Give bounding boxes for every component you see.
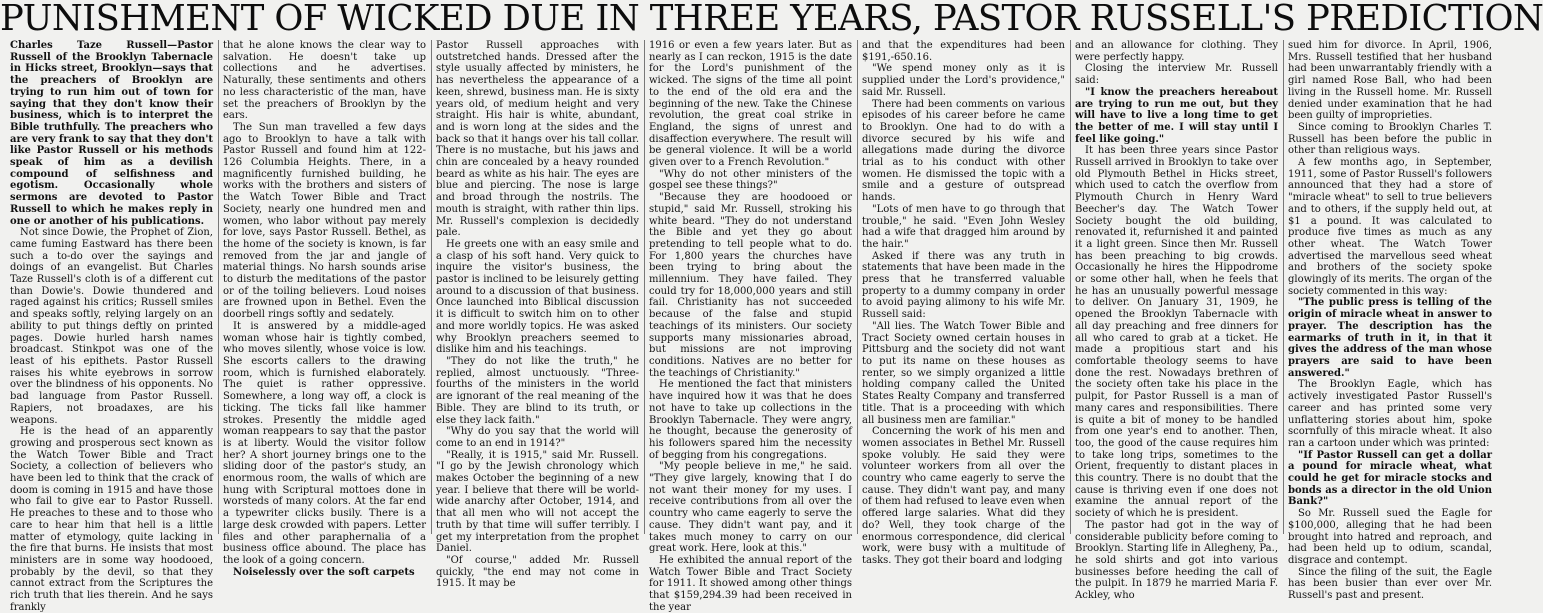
paragraph: and an allowance for clothing. They were perfectly happy. (1075, 40, 1278, 63)
paragraph: He exhibited the annual report of the Watch Tower Bible and Tract Society for 1911. It showed among other things that $159,294.39 had been received in the year (649, 554, 852, 613)
paragraph: that he alone knows the clear way to salvation. He doesn't take up collections and he advertises. Naturally, these sentiments and others no less characteristic of the man, have set the preachers of Brooklyn by the ears. (223, 40, 426, 122)
paragraph: Noiselessly over the soft carpets (233, 566, 415, 578)
paragraph: "They do not like the truth," he replied, almost unctuously. "Three-fourths of the ministers in the world are ignorant of the real meaning of the Bible. They are blind to its truth, or else they lack faith." (436, 355, 639, 426)
column-1 (6, 40, 219, 613)
paragraph: Since coming to Brooklyn Charles T. Russell has been before the public in other than religious ways. (1288, 121, 1492, 157)
paragraph: "All lies. The Watch Tower Bible and Tract Society owned certain houses in Pittsburg and the society did not want to put its name on these houses as renter, so we simply organized a little holding company called the United States Realty Company and transferred title. That is a proceeding with which all business men are familiar." (862, 320, 1065, 426)
paragraph: He is the head of an apparently growing and prosperous sect known as the Watch Tower Bible and Tract Society, a collection of believers who have been led to think that the crack of doom is coming in 1915 and have those who fail to give ear to Pastor Russell. He preaches to these and to those who care to hear him that hell is a little matter of etymology, quite lacking in the fire that burns. He insists that most ministers are in some way hoodooed, probably by the devil, so that they cannot extract from the Scriptures the rich truth that lies therein. And he says frankly (10, 426, 213, 613)
column-4 (645, 40, 858, 613)
paragraph: "If Pastor Russell can get a dollar a pound for miracle wheat, what could he get for miracle stocks and bonds as a director in the old Union Bank?" (1288, 449, 1492, 508)
paragraph: So Mr. Russell sued the Eagle for $100,000, alleging that he had been brought into hatred and reproach, and had been held up to odium, scandal, disgrace and contempt. (1288, 508, 1492, 566)
paragraph: "Why do not other ministers of the gospel see these things?" (649, 168, 852, 192)
paragraph: "The public press is telling of the origin of miracle wheat in answer to prayer. The description has the earmarks of truth in it, in that it gives the address of the man whose prayers are said to have been answered." (1288, 297, 1492, 379)
paragraph: There had been comments on various episodes of his career before he came to Brooklyn. One had to do with a divorce secured by his wife and allegations made during the divorce trial as to his conduct with other women. He dismissed the topic with a smile and a gesture of outspread hands. (862, 98, 1065, 204)
paragraph: Charles Taze Russell—Pastor Russell of the Brooklyn Tabernacle in Hicks street, Brooklyn—says that the preachers of Brooklyn are trying to run him out of town for saying that they don't know their business, which is to interpret the Bible truthfully. The preachers who are very frank to say that they don't like Pastor Russell or his methods speak of him as a devilish compound of selfishness and egotism. Occasionally whole sermons are devoted to Pastor Russell to which he makes reply in one or another of his publications. (10, 40, 213, 227)
paragraph: He greets one with an easy smile and a clasp of his soft hand. Very quick to inquire the visitor's business, the pastor is inclined to be leisurely getting around to a discussion of that business. Once launched into Biblical discussion it is difficult to switch him on to other and more worldly topics. He was asked why Brooklyn preachers seemed to dislike him and his teachings. (436, 238, 639, 356)
paragraph: Asked if there was any truth in statements that have been made in the press that he transferred valuable property to a dummy company in order to avoid paying alimony to his wife Mr. Russell said: (862, 250, 1065, 321)
paragraph: The pastor had got in the way of considerable publicity before coming to Brooklyn. Starting life in Allegheny, Pa., he sold shirts and got into various businesses before heeding the call of the pulpit. In 1879 he married Maria F. Ackley, who (1075, 519, 1278, 602)
paragraph: "I know the preachers hereabout are trying to run me out, but they will have to live a long time to get the better of me. I will stay until I feel like going." (1075, 86, 1278, 145)
paragraph: 1916 or even a few years later. But as nearly as I can reckon, 1915 is the date for the Lord's punishment of the wicked. The signs of the time all point to the end of the old era and the beginning of the new. Take the Chinese revolution, the great coal strike in England, the signs of unrest and disaffection everywhere. The result will be general violence. It will be a world given over to a French Revolution." (649, 40, 852, 169)
paragraph: and that the expenditures had been $191,-650.16. (862, 40, 1065, 63)
paragraph: Concerning the work of his men and women associates in Bethel Mr. Russell spoke volubly. He said they were volunteer workers from all over the country who came eagerly to serve the cause. They didn't want pay, and many of them had refused to leave even when offered large salaries. What did they do? Well, they took charge of the enormous correspondence, did clerical work, were busy with a multitude of tasks. They got their board and lodging (862, 426, 1065, 566)
paragraph: "Why do you say that the world will come to an end in 1914?" (436, 426, 639, 449)
column-6 (1071, 40, 1284, 602)
paragraph: The Brooklyn Eagle, which has actively investigated Pastor Russell's career and has printed some very unflattering stories about him, spoke scornfully of this miracle wheat. It also ran a cartoon under which was printed: (1288, 379, 1492, 449)
paragraph: "Lots of men have to go through that trouble," he said. "Even John Wesley had a wife that dragged him around by the hair." (862, 203, 1065, 250)
paragraph: He mentioned the fact that ministers have inquired how it was that he does not have to take up collections in the Brooklyn Tabernacle. They were angry, he thought, because the generosity of his followers spared him the necessity of begging from his congregations. (649, 379, 852, 461)
paragraph: "We spend money only as it is supplied under the Lord's providence," said Mr. Russell. (862, 63, 1065, 98)
paragraph: Since the filing of the suit, the Eagle has been busier than ever over Mr. Russell's past and present. (1288, 566, 1492, 602)
paragraph: A few months ago, in September, 1911, some of Pastor Russell's followers announced that they had a store of "miracle wheat" to sell to true believers and to others, if the supply held out, at $1 a pound. It was calculated to produce five times as much as any other wheat. The Watch Tower advertised the marvellous seed wheat and brothers of the society spoke glowingly of its merits. The organ of the society commented in this way: (1288, 157, 1492, 297)
headline: PUNISHMENT OF WICKED DUE IN THREE YEARS, PASTOR RUSSELL'S PREDICTION (0, 0, 1543, 39)
column-5 (858, 40, 1071, 566)
paragraph: sued him for divorce. In April, 1906, Mrs. Russell testified that her husband had been unwarrantably friendly with a girl named Rose Ball, who had been living in the Russell home. Mr. Russell denied under examination that he had been guilty of improprieties. (1288, 40, 1492, 122)
paragraph: Not since Dowie, the Prophet of Zion, came fuming Eastward has there been such a to-do over the sayings and doings of an evangelist. But Charles Taze Russell's cloth is of a different cut than Dowie's. Dowie thundered and raged against his critics; Russell smiles and speaks softly, relying largely on an ability to put things deftly on printed pages. Dowie hurled harsh names broadcast. Stinkpot was one of the least of his epithets. Pastor Russell raises his white eyebrows in sorrow over the blindness of his opponents. No bad language from Pastor Russell. Rapiers, not broadaxes, are his weapons. (10, 227, 213, 426)
paragraph: "Of course," added Mr. Russell quickly, "the end may not come in 1915. It may be (436, 554, 639, 590)
paragraph: Closing the interview Mr. Russell said: (1075, 63, 1278, 87)
paragraph: It is answered by a middle-aged woman whose hair is tightly combed, who moves silently, whose voice is low. She escorts callers to the drawing room, which is furnished elaborately. The quiet is rather oppressive. Somewhere, a long way off, a clock is ticking. The ticks fall like hammer strokes. Presently the middle aged woman reappears to say that the pastor is at liberty. Would the visitor follow her? A short journey brings one to the sliding door of the pastor's study, an enormous room, the walls of which are hung with Scriptural mottoes done in worsteds of many colors. At the far end a typewriter clicks busily. There is a large desk crowded with papers. Letter files and other paraphernalia of a business office abound. The place has the look of a going concern. (223, 320, 426, 566)
paragraph: "Because they are hoodooed or stupid," said Mr. Russell, stroking his white beard. "They do not understand the Bible and yet they go about pretending to tell people what to do. For 1,800 years the churches have been trying to bring about the millennium. They have failed. They could try for 18,000,000 years and still fail. Christianity has not succeeded because of the false and stupid teachings of its ministers. Our society supports many missionaries abroad, but missions are not improving conditions. Natives are no better for the teachings of Christianity." (649, 192, 852, 379)
paragraph: The Sun man travelled a few days ago to Brooklyn to have a talk with Pastor Russell and found him at 122-126 Columbia Heights. There, in a magnificently furnished building, he works with the brothers and sisters of the Watch Tower Bible and Tract Society, nearly one hundred men and women, who labor without pay merely for love, says Pastor Russell. Bethel, as the home of the society is known, is far removed from the jar and jangle of material things. No harsh sounds arise to disturb the meditations of the pastor or of the toiling believers. Loud noises are frowned upon in Bethel. Even the doorbell rings softly and sedately. (223, 121, 426, 321)
paragraph: "Really, it is 1915," said Mr. Russell. "I go by the Jewish chronology which makes October the beginning of a new year. I believe that there will be world-wide anarchy after October, 1914, and that all men who will not accept the truth by that time will suffer terribly. I get my interpretation from the prophet Daniel. (436, 449, 639, 555)
column-2 (219, 40, 432, 578)
paragraph: It has been three years since Pastor Russell arrived in Brooklyn to take over old Plymouth Bethel in Hicks street, which used to catch the overflow from Plymouth Church in Henry Ward Beecher's day. The Watch Tower Society bought the old building, renovated it, refurnished it and painted it a light green. Since then Mr. Russell has been preaching to big crowds. Occasionally he hires the Hippodrome or some other hall, when he feels that he has an unusually powerful message to deliver. On January 31, 1909, he opened the Brooklyn Tabernacle with all day preaching and free dinners for all who cared to grab at a ticket. He made a propitious start and his comfortable theology seems to have done the rest. Nowadays brethren of the society often take his place in the pulpit, for Pastor Russell is a man of many cares and responsibilities. There is quite a bit of money to be handled from one year's end to another. Then, too, the good of the cause requires him to take long trips, sometimes to the Orient, frequently to distant places in this country. There is no doubt that the cause is thriving even if one does not examine the annual report of the society of which he is president. (1075, 145, 1278, 520)
paragraph: "My people believe in me," he said. "They give largely, knowing that I do not want their money for my uses. I receive contributions from all over the country who came eagerly to serve the cause. They didn't want pay, and it takes much money to carry on our great work. Here, look at this." (649, 461, 852, 555)
column-7 (1284, 40, 1497, 602)
column-3 (432, 40, 645, 590)
paragraph: Pastor Russell approaches with outstretched hands. Dressed after the style usually affected by ministers, he has nevertheless the appearance of a keen, shrewd, business man. He is sixty years old, of medium height and very straight. His hair is white, abundant, and is worn long at the sides and the back so that it hangs over his tall collar. There is no mustache, but his jaws and chin are concealed by a heavy rounded beard as white as his hair. The eyes are blue and piercing. The nose is large and broad through the nostrils. The mouth is straight, with rather thin lips. Mr. Russell's complexion is decidedly pale. (436, 40, 639, 239)
article-columns (6, 40, 1498, 613)
